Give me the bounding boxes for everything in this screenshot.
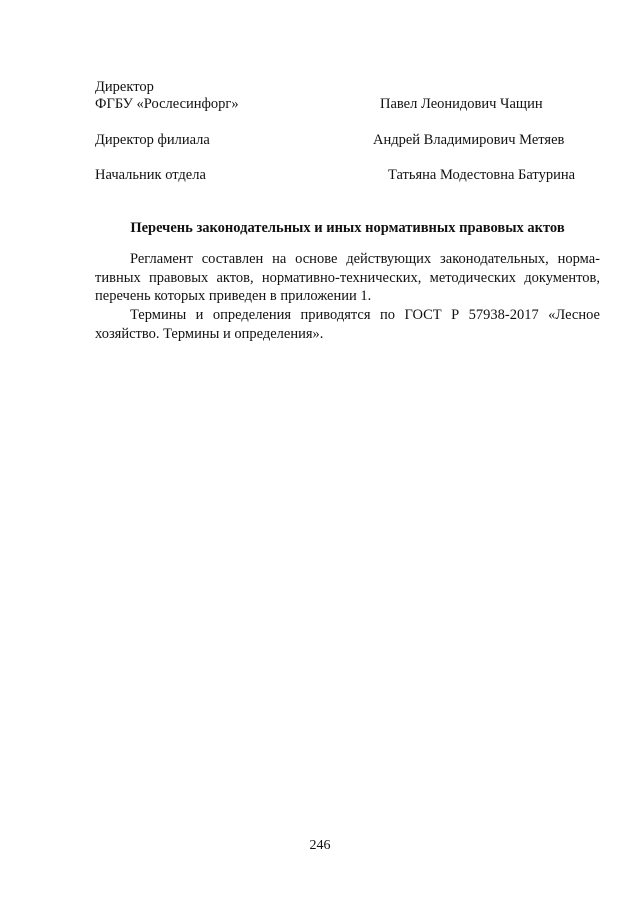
paragraph-2-line-1: Термины и определения приводятся по ГОСТ Р 57938-2017 «Лесное <box>130 307 600 323</box>
signatory-2-position: Директор филиала <box>95 132 210 148</box>
paragraph-2-line-2: хозяйство. Термины и определения». <box>95 325 324 342</box>
section-heading: Перечень законодательных и иных нормативных правовых актов <box>130 220 565 236</box>
signatory-3-position: Начальник отдела <box>95 167 206 183</box>
paragraph-1-line-1: Регламент составлен на основе действующих законодательных, норма- <box>130 251 600 267</box>
signatory-1-position-line1: Директор <box>95 79 154 95</box>
signatory-3-name: Татьяна Модестовна Батурина <box>388 167 576 183</box>
paragraph-1-line-3: перечень которых приведен в приложении 1. <box>95 288 372 304</box>
signatory-1-position <box>95 79 239 113</box>
signatory-1-position-line2: ФГБУ «Рослесинфорг» <box>95 96 239 112</box>
paragraph-1 <box>95 250 600 306</box>
paragraph-2 <box>95 306 600 343</box>
signatory-1-name: Павел Леонидович Чащин <box>380 96 543 112</box>
signatory-2-name: Андрей Владимирович Метяев <box>373 132 565 148</box>
page-number: 246 <box>309 838 331 853</box>
paragraph-1-line-2: тивных правовых актов, нормативно-технических, методических документов, <box>95 269 600 286</box>
